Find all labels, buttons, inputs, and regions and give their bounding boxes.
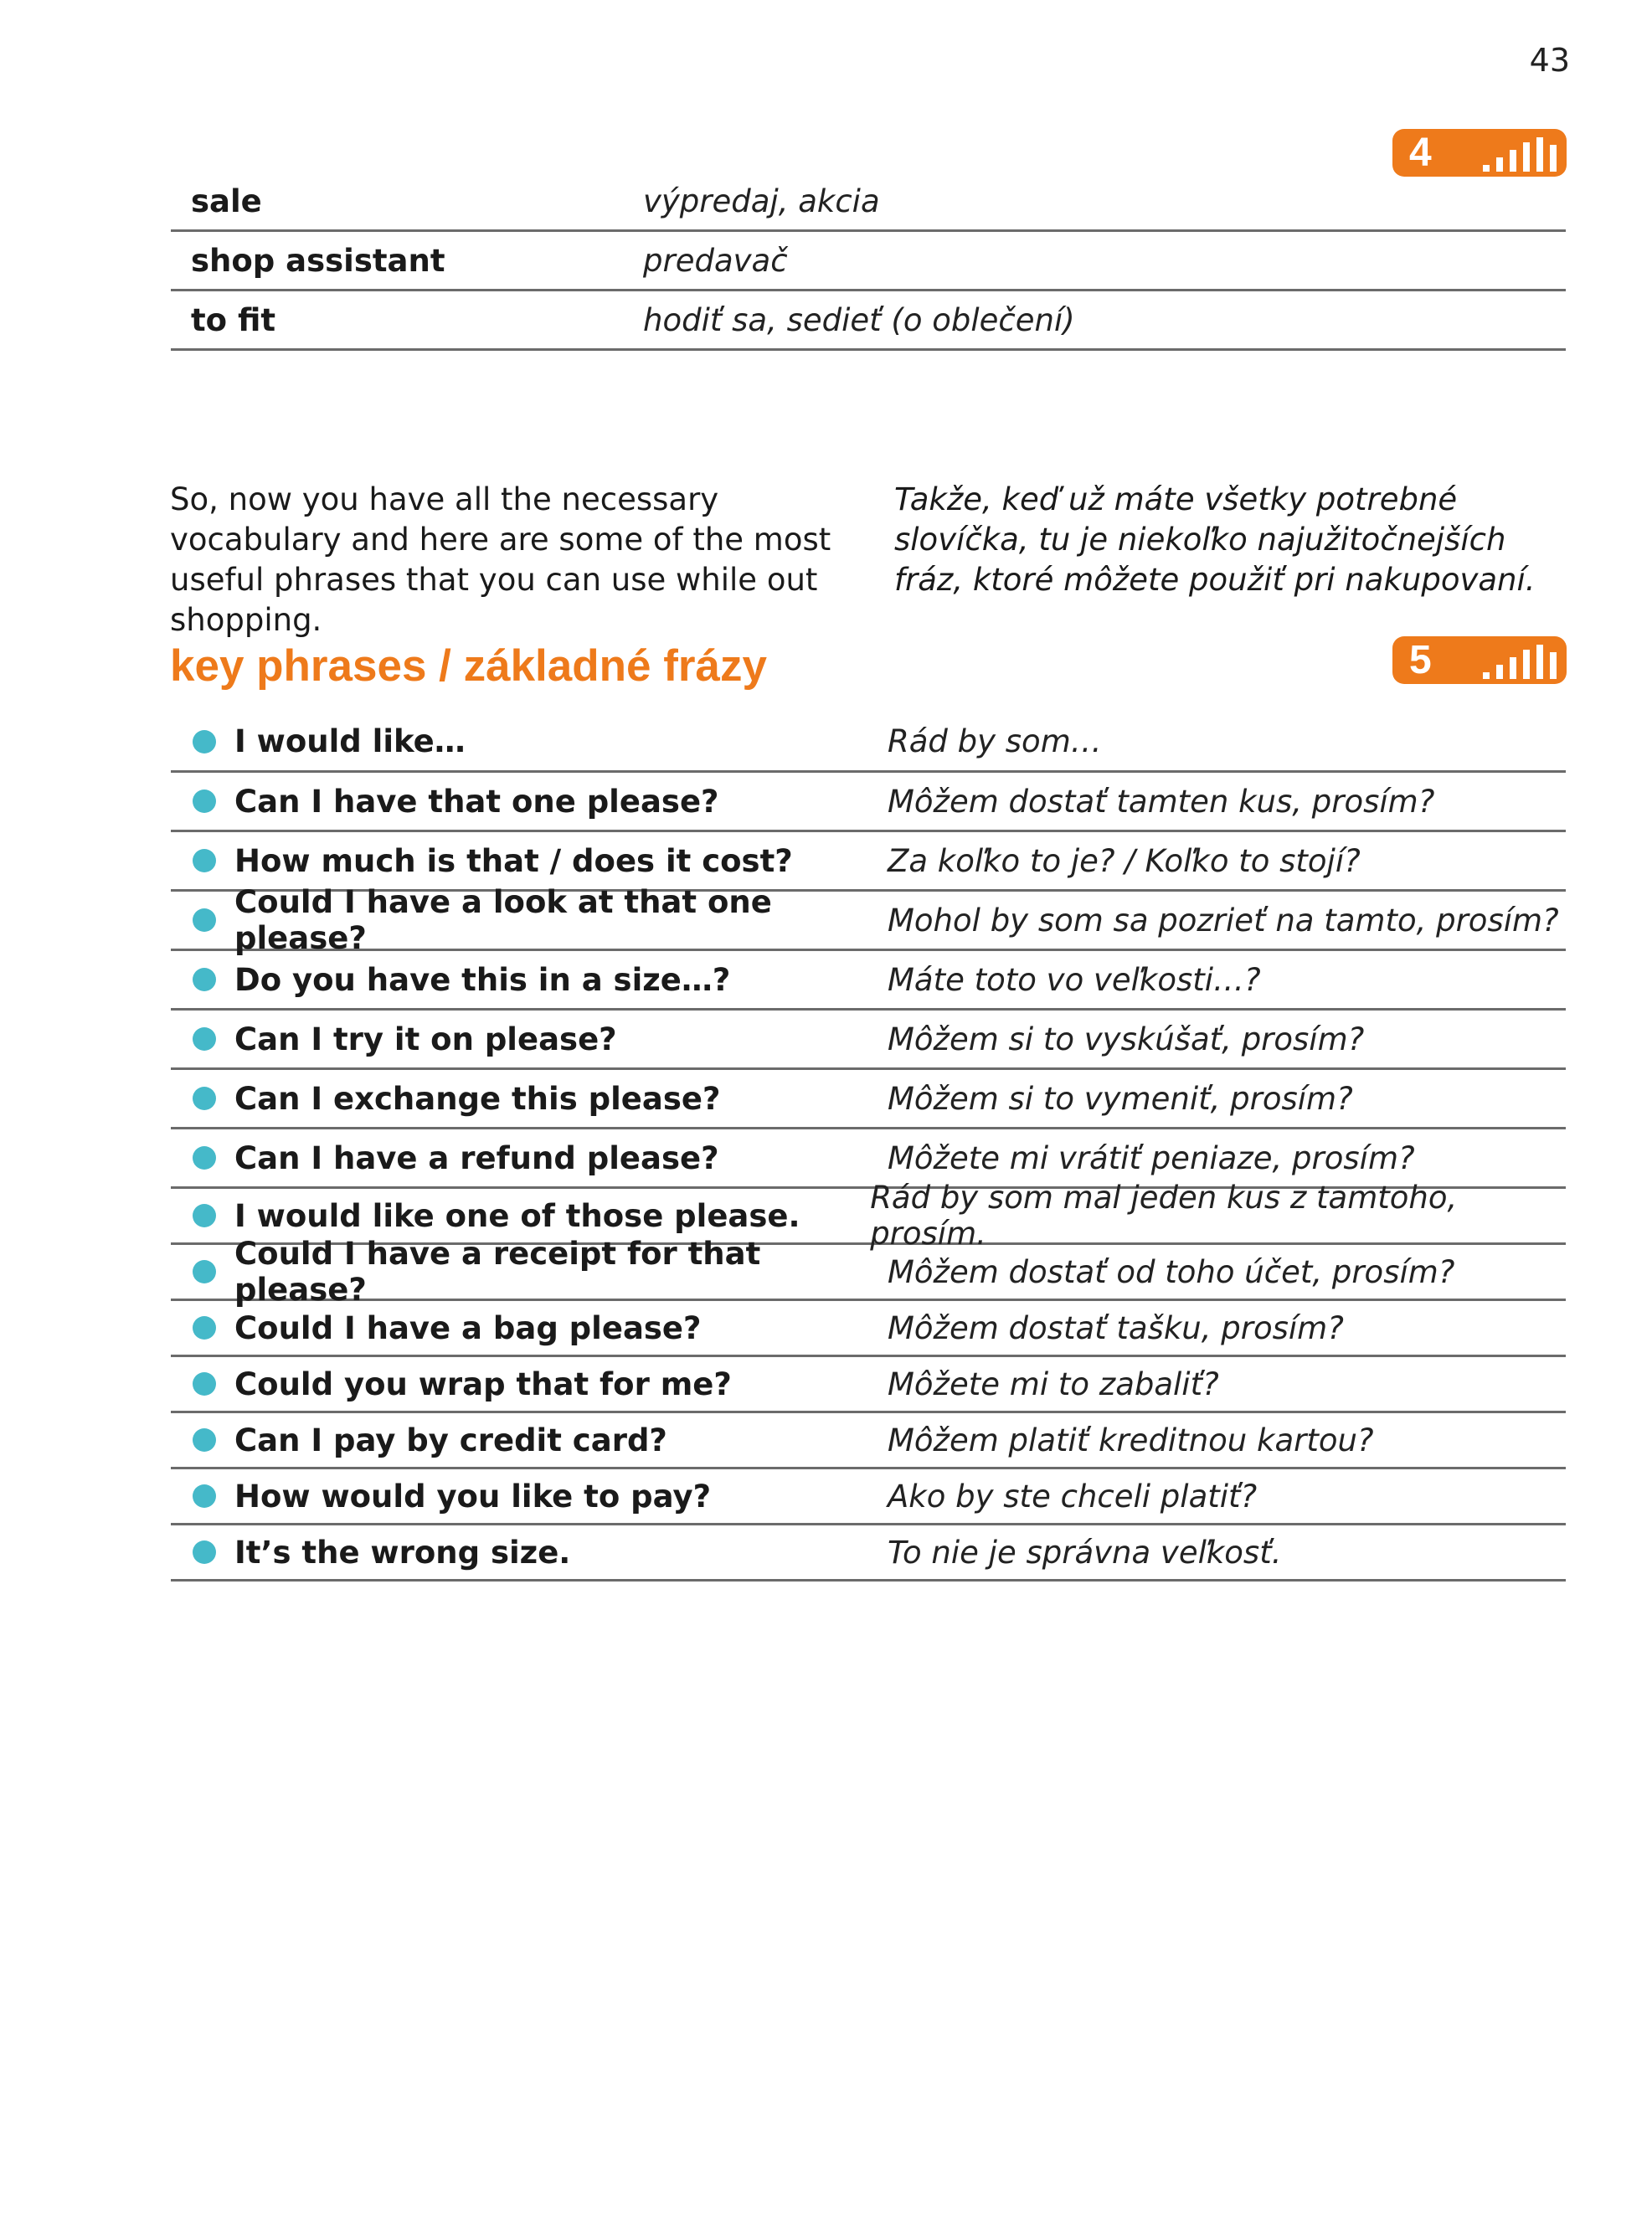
phrase-slovak: Môžete mi to zabaliť? <box>888 1366 1219 1402</box>
bullet-icon <box>193 1260 216 1283</box>
phrase-row <box>171 1070 1566 1129</box>
track-number: 4 <box>1409 130 1432 175</box>
phrase-row <box>171 1469 1566 1525</box>
audio-track-badge[interactable] <box>1392 636 1567 684</box>
phrase-slovak: Môžem platiť kreditnou kartou? <box>888 1422 1374 1458</box>
phrase-english: It’s the wrong size. <box>234 1534 571 1571</box>
phrase-slovak: Rád by som… <box>888 723 1102 759</box>
phrase-slovak: Môžem dostať od toho účet, prosím? <box>888 1253 1455 1290</box>
track-number: 5 <box>1409 637 1432 682</box>
phrase-row <box>171 832 1566 892</box>
phrase-slovak: Mohol by som sa pozrieť na tamto, prosím? <box>888 902 1559 939</box>
phrase-english: Can I try it on please? <box>234 1021 617 1057</box>
phrase-slovak: Môžem si to vymeniť, prosím? <box>888 1080 1353 1117</box>
phrases-table <box>171 712 1566 1582</box>
bullet-icon <box>193 1428 216 1452</box>
phrase-english: Can I exchange this please? <box>234 1080 721 1117</box>
phrase-english: Can I have that one please? <box>234 783 719 820</box>
vocab-row <box>171 172 1566 232</box>
phrase-slovak: Rád by som mal jeden kus z tamtoho, prosím. <box>870 1180 1458 1252</box>
phrase-english: Could I have a bag please? <box>234 1309 702 1346</box>
phrase-english: Do you have this in a size…? <box>234 961 731 998</box>
vocab-translation: výpredaj, akcia <box>643 183 880 219</box>
phrase-row <box>171 1011 1566 1070</box>
phrase-slovak: To nie je správna veľkosť. <box>888 1534 1282 1571</box>
phrase-row <box>171 1525 1566 1582</box>
bullet-icon <box>193 1204 216 1227</box>
phrase-row <box>171 884 1566 956</box>
phrase-english: I would like… <box>234 723 466 759</box>
phrase-english: How much is that / does it cost? <box>234 842 793 879</box>
bullet-icon <box>193 1027 216 1051</box>
bullet-icon <box>193 908 216 932</box>
phrase-row <box>171 951 1566 1011</box>
phrase-slovak: Môžem dostať tašku, prosím? <box>888 1309 1344 1346</box>
vocab-translation: hodiť sa, sedieť (o oblečení) <box>643 301 1075 338</box>
phrase-english: Could you wrap that for me? <box>234 1366 732 1402</box>
vocab-row <box>171 291 1566 351</box>
bullet-icon <box>193 1484 216 1508</box>
bullet-icon <box>193 789 216 813</box>
vocab-translation: predavač <box>643 242 788 279</box>
phrase-row <box>171 712 1566 773</box>
phrase-english: Can I pay by credit card? <box>234 1422 667 1458</box>
vocab-row <box>171 232 1566 291</box>
phrase-slovak: Máte toto vo veľkosti…? <box>888 961 1261 998</box>
bullet-icon <box>193 1316 216 1340</box>
phrase-row <box>171 1357 1566 1413</box>
phrase-english: Could I have a receipt for that please? <box>234 1236 761 1308</box>
vocab-term: to fit <box>191 301 276 338</box>
intro-slovak: Takže, keď už máte všetky potrebné slovíčka, tu je niekoľko najužitočnejších fráz, ktoré môžete použiť pri nakupovaní. <box>894 481 1536 598</box>
phrase-slovak: Za koľko to je? / Koľko to stojí? <box>888 842 1361 879</box>
bullet-icon <box>193 1372 216 1396</box>
phrase-row <box>171 1301 1566 1357</box>
section-title: key phrases / základné frázy <box>170 641 767 691</box>
phrase-row <box>171 1413 1566 1469</box>
phrase-english: How would you like to pay? <box>234 1478 712 1515</box>
phrase-row <box>171 773 1566 832</box>
phrase-slovak: Môžem si to vyskúšať, prosím? <box>888 1021 1365 1057</box>
phrase-slovak: Môžete mi vrátiť peniaze, prosím? <box>888 1139 1415 1176</box>
vocab-term: sale <box>191 183 262 219</box>
audio-track-icon <box>1483 135 1563 172</box>
bullet-icon <box>193 849 216 872</box>
bullet-icon <box>193 1146 216 1170</box>
phrase-english: I would like one of those please. <box>234 1197 800 1234</box>
phrase-english: Can I have a refund please? <box>234 1139 719 1176</box>
phrase-slovak: Ako by ste chceli platiť? <box>888 1478 1258 1515</box>
audio-track-badge[interactable] <box>1392 129 1567 177</box>
bullet-icon <box>193 1087 216 1110</box>
intro-english: So, now you have all the necessary vocabulary and here are some of the most useful phrases that you can use while out shopping. <box>170 481 831 638</box>
vocab-term: shop assistant <box>191 242 445 279</box>
vocabulary-table <box>171 172 1566 351</box>
bullet-icon <box>193 1540 216 1564</box>
bullet-icon <box>193 968 216 991</box>
phrase-row <box>171 1236 1566 1308</box>
bullet-icon <box>193 730 216 753</box>
phrase-slovak: Môžem dostať tamten kus, prosím? <box>888 783 1435 820</box>
phrase-english: Could I have a look at that one please? <box>234 884 772 956</box>
page-number: 43 <box>1529 42 1570 79</box>
audio-track-icon <box>1483 642 1563 679</box>
